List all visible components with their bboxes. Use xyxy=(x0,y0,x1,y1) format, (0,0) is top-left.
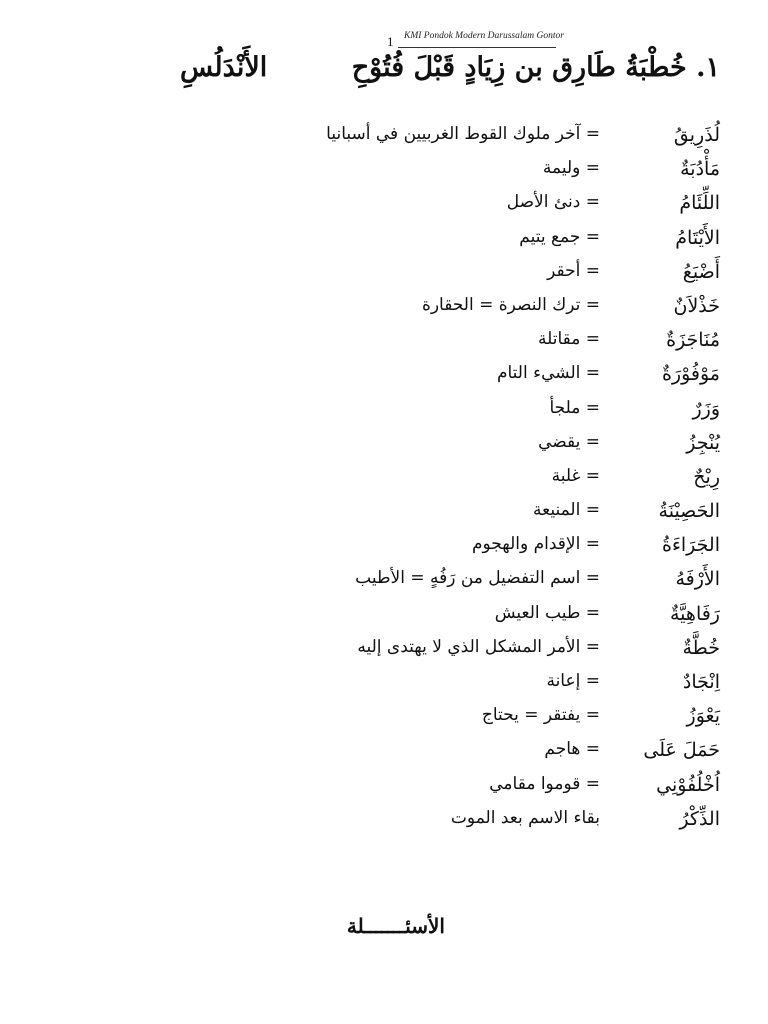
vocabulary-row xyxy=(300,568,720,602)
vocabulary-term: الذِّكْرُ xyxy=(679,807,720,830)
vocabulary-term: الجَرَاءَةُ xyxy=(662,534,720,557)
vocabulary-definition: = اسم التفضيل من رَفُهٍ = الأطيب xyxy=(355,568,600,589)
vocabulary-term: مَوْفُوْرَةٌ xyxy=(661,363,720,386)
vocabulary-definition: = طيب العيش xyxy=(494,602,600,623)
vocabulary-row xyxy=(300,705,720,739)
page-header xyxy=(0,30,768,48)
vocabulary-list xyxy=(300,124,720,842)
header-divider xyxy=(398,47,556,48)
vocabulary-definition: = الإقدام والهجوم xyxy=(472,534,600,555)
vocabulary-definition: = أحقر xyxy=(547,260,600,281)
vocabulary-definition: = الأمر المشكل الذي لا يهتدى إليه xyxy=(357,636,600,657)
page-number: 1 xyxy=(387,34,394,49)
vocabulary-term: خُطَّةٌ xyxy=(682,636,720,659)
vocabulary-row xyxy=(300,363,720,397)
vocabulary-row xyxy=(300,671,720,705)
vocabulary-row xyxy=(300,295,720,329)
vocabulary-definition: = المنيعة xyxy=(533,500,600,521)
vocabulary-term: يُنْجِزُ xyxy=(686,431,720,454)
vocabulary-term: اُخْلُفُوْنِي xyxy=(656,773,720,796)
institution-header: KMI Pondok Modern Darussalam Gontor xyxy=(404,31,564,41)
vocabulary-definition: = ترك النصرة = الحقارة xyxy=(421,294,600,315)
vocabulary-definition: = مقاتلة xyxy=(537,329,600,350)
vocabulary-definition: = غلبة xyxy=(551,465,600,486)
vocabulary-row xyxy=(300,124,720,158)
vocabulary-term: حَمَلَ عَلَى xyxy=(643,739,720,762)
vocabulary-row xyxy=(300,398,720,432)
vocabulary-row xyxy=(300,603,720,637)
vocabulary-row xyxy=(300,534,720,568)
vocabulary-term: خَذْلاَنٌ xyxy=(673,294,720,317)
vocabulary-term: أَضْيَعُ xyxy=(682,260,720,283)
vocabulary-definition: = هاجم xyxy=(544,739,600,760)
vocabulary-term: اِنْجَادٌ xyxy=(682,671,720,693)
vocabulary-term: الأَيْتَامُ xyxy=(675,226,720,249)
lesson-title xyxy=(180,52,720,96)
vocabulary-term: يَعْوَزُ xyxy=(686,705,720,728)
lesson-title-end: الأَنْدَلُسِ xyxy=(180,52,268,83)
vocabulary-row xyxy=(300,500,720,534)
vocabulary-term: لُذَرِيقُ xyxy=(673,124,720,146)
vocabulary-definition: = جمع يتيم xyxy=(519,226,600,247)
vocabulary-definition: = دنئ الأصل xyxy=(506,192,600,213)
vocabulary-row xyxy=(300,637,720,671)
vocabulary-term: الحَصِيْنَةُ xyxy=(658,500,720,523)
vocabulary-row xyxy=(300,466,720,500)
vocabulary-row xyxy=(300,739,720,773)
vocabulary-definition: بقاء الاسم بعد الموت xyxy=(450,807,600,828)
vocabulary-term: وَزَرٌ xyxy=(692,397,720,420)
vocabulary-definition: = آخر ملوك القوط الغربيين في أسبانيا xyxy=(326,124,600,144)
vocabulary-row xyxy=(300,774,720,808)
vocabulary-row xyxy=(300,432,720,466)
vocabulary-row xyxy=(300,808,720,842)
vocabulary-term: رِيْحٌ xyxy=(693,465,720,488)
lesson-title-main: ١. خُطْبَةُ طَارِق بن زِيَادٍ قَبْلَ فُتُوْحِ xyxy=(351,52,720,83)
vocabulary-definition: = يفتقر = يحتاج xyxy=(481,705,600,726)
vocabulary-definition: = وليمة xyxy=(542,158,600,179)
vocabulary-term: مَأْدُبَةٌ xyxy=(680,158,720,181)
vocabulary-definition: = ملجأ xyxy=(549,397,600,418)
vocabulary-term: مُنَاجَزَةٌ xyxy=(666,329,720,352)
vocabulary-row xyxy=(300,192,720,226)
vocabulary-definition: = قوموا مقامي xyxy=(489,773,600,794)
vocabulary-definition: = الشيء التام xyxy=(496,363,600,384)
vocabulary-row xyxy=(300,158,720,192)
vocabulary-term: رَفَاهِيَّةٌ xyxy=(670,602,720,625)
vocabulary-row xyxy=(300,261,720,295)
vocabulary-definition: = يقضي xyxy=(538,431,600,452)
vocabulary-definition: = إعانة xyxy=(546,671,600,691)
questions-heading: الأسئـــــــلة xyxy=(346,914,445,938)
vocabulary-row xyxy=(300,329,720,363)
vocabulary-term: اللِّئَامُ xyxy=(679,192,720,215)
vocabulary-row xyxy=(300,227,720,261)
vocabulary-term: الأَرْفَهُ xyxy=(675,568,720,591)
